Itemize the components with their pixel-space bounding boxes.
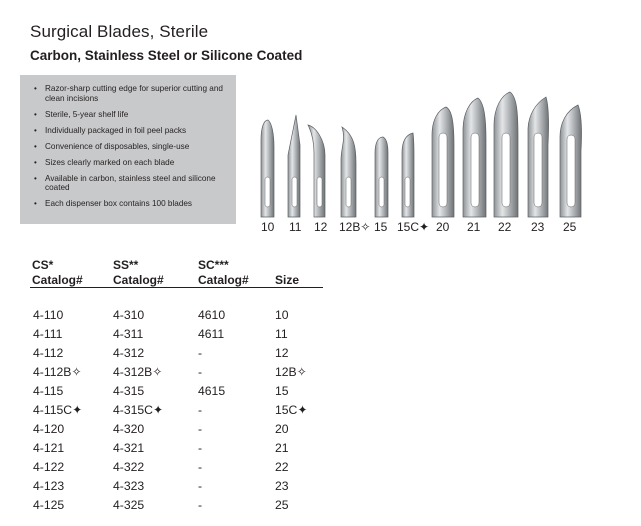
feature-item: • Each dispenser box contains 100 blades (33, 199, 226, 209)
size-cell: 23 (275, 479, 289, 493)
cs-catalog-cell: 4-125 (33, 498, 65, 512)
ss-catalog-cell: 4-321 (113, 441, 145, 455)
ss-catalog-cell: 4-325 (113, 498, 145, 512)
cs-catalog-cell: 4-112 (33, 346, 64, 360)
cs-catalog-cell: 4-115 (33, 384, 64, 398)
ss-catalog-cell: 4-320 (113, 422, 145, 436)
column-header-ss (113, 258, 164, 287)
table-row (0, 479, 641, 498)
blade-label: 22 (498, 220, 512, 234)
sc-catalog-cell: 4615 (198, 384, 226, 398)
size-cell: 22 (275, 460, 289, 474)
ss-catalog-cell: 4-310 (113, 308, 145, 322)
feature-item: • Razor-sharp cutting edge for superior cutting and clean incisions (33, 84, 226, 103)
feature-item: • Convenience of disposables, single-use (33, 142, 226, 152)
cs-catalog-cell: 4-123 (33, 479, 65, 493)
ss-catalog-cell: 4-312 (113, 346, 145, 360)
column-header-line1: CS* (32, 258, 54, 272)
cs-catalog-cell: 4-111 (33, 327, 63, 341)
table-row (0, 403, 641, 422)
table-row (0, 422, 641, 441)
blade-label: 12B✧ (339, 220, 371, 234)
sc-catalog-cell: - (198, 460, 203, 474)
size-cell: 10 (275, 308, 289, 322)
blade-11-icon (288, 115, 300, 217)
sc-catalog-cell: - (198, 422, 203, 436)
sc-catalog-cell: - (198, 479, 203, 493)
features-list (33, 84, 226, 209)
page-title: Surgical Blades, Sterile (30, 22, 209, 41)
table-row (0, 327, 641, 346)
ss-catalog-cell: 4-312B✧ (113, 365, 163, 379)
column-header-line1: SS** (113, 258, 139, 272)
table-row (0, 441, 641, 460)
size-cell: 11 (275, 327, 288, 341)
cs-catalog-cell: 4-115C✦ (33, 403, 83, 417)
feature-item: • Available in carbon, stainless steel and silicone coated (33, 174, 226, 193)
column-header-line1 (275, 258, 299, 273)
size-cell: 21 (275, 441, 289, 455)
blade-12b-icon (341, 127, 356, 217)
blade-21-icon (463, 98, 486, 217)
size-cell: 15 (275, 384, 289, 398)
cs-catalog-cell: 4-121 (33, 441, 65, 455)
column-header-size (275, 258, 299, 287)
blade-label: 10 (261, 220, 275, 234)
ss-catalog-cell: 4-323 (113, 479, 145, 493)
column-header-line1: SC*** (198, 258, 229, 272)
cs-catalog-cell: 4-122 (33, 460, 65, 474)
column-header-line2: Catalog# (32, 272, 83, 287)
blade-23-icon (528, 97, 549, 217)
ss-catalog-cell: 4-311 (113, 327, 144, 341)
ss-catalog-cell: 4-315 (113, 384, 145, 398)
blade-22-icon (494, 92, 518, 217)
cs-catalog-cell: 4-112B✧ (33, 365, 82, 379)
ss-catalog-cell: 4-322 (113, 460, 145, 474)
blade-label: 23 (531, 220, 545, 234)
blade-10-icon (261, 120, 274, 217)
blade-15-icon (375, 137, 388, 217)
blade-label: 15 (374, 220, 388, 234)
sc-catalog-cell: 4610 (198, 308, 226, 322)
sc-catalog-cell: - (198, 346, 203, 360)
table-row (0, 498, 641, 517)
size-cell: 12 (275, 346, 289, 360)
size-cell: 12B✧ (275, 365, 307, 379)
column-header-line2: Catalog# (198, 272, 249, 287)
column-header-sc (198, 258, 249, 287)
cs-catalog-cell: 4-120 (33, 422, 65, 436)
blade-label: 11 (289, 220, 302, 234)
table-row (0, 308, 641, 327)
table-row (0, 365, 641, 384)
feature-item: • Sizes clearly marked on each blade (33, 158, 226, 168)
blade-label: 20 (436, 220, 450, 234)
sc-catalog-cell: - (198, 365, 203, 379)
table-row (0, 384, 641, 403)
blade-12-icon (308, 125, 325, 217)
blade-15c-icon (402, 133, 414, 217)
size-cell: 20 (275, 422, 289, 436)
ss-catalog-cell: 4-315C✦ (113, 403, 164, 417)
column-header-cs (32, 258, 83, 287)
features-box (20, 75, 236, 224)
sc-catalog-cell: - (198, 441, 203, 455)
cs-catalog-cell: 4-110 (33, 308, 64, 322)
blade-25-icon (560, 105, 582, 217)
column-header-line2: Catalog# (113, 272, 164, 287)
table-row (0, 460, 641, 479)
blade-20-icon (432, 107, 454, 217)
header-divider (30, 287, 323, 288)
sc-catalog-cell: 4611 (198, 327, 225, 341)
blade-label: 15C✦ (397, 220, 430, 234)
size-cell: 15C✦ (275, 403, 308, 417)
column-header-line2: Size (275, 272, 300, 287)
blade-illustrations (250, 85, 590, 235)
page-subtitle: Carbon, Stainless Steel or Silicone Coated (30, 48, 303, 63)
feature-item: • Sterile, 5-year shelf life (33, 110, 226, 120)
sc-catalog-cell: - (198, 403, 203, 417)
blade-label: 25 (563, 220, 577, 234)
table-row (0, 346, 641, 365)
feature-item: • Individually packaged in foil peel packs (33, 126, 226, 136)
sc-catalog-cell: - (198, 498, 203, 512)
size-cell: 25 (275, 498, 289, 512)
blade-label: 21 (467, 220, 481, 234)
blade-label: 12 (314, 220, 328, 234)
